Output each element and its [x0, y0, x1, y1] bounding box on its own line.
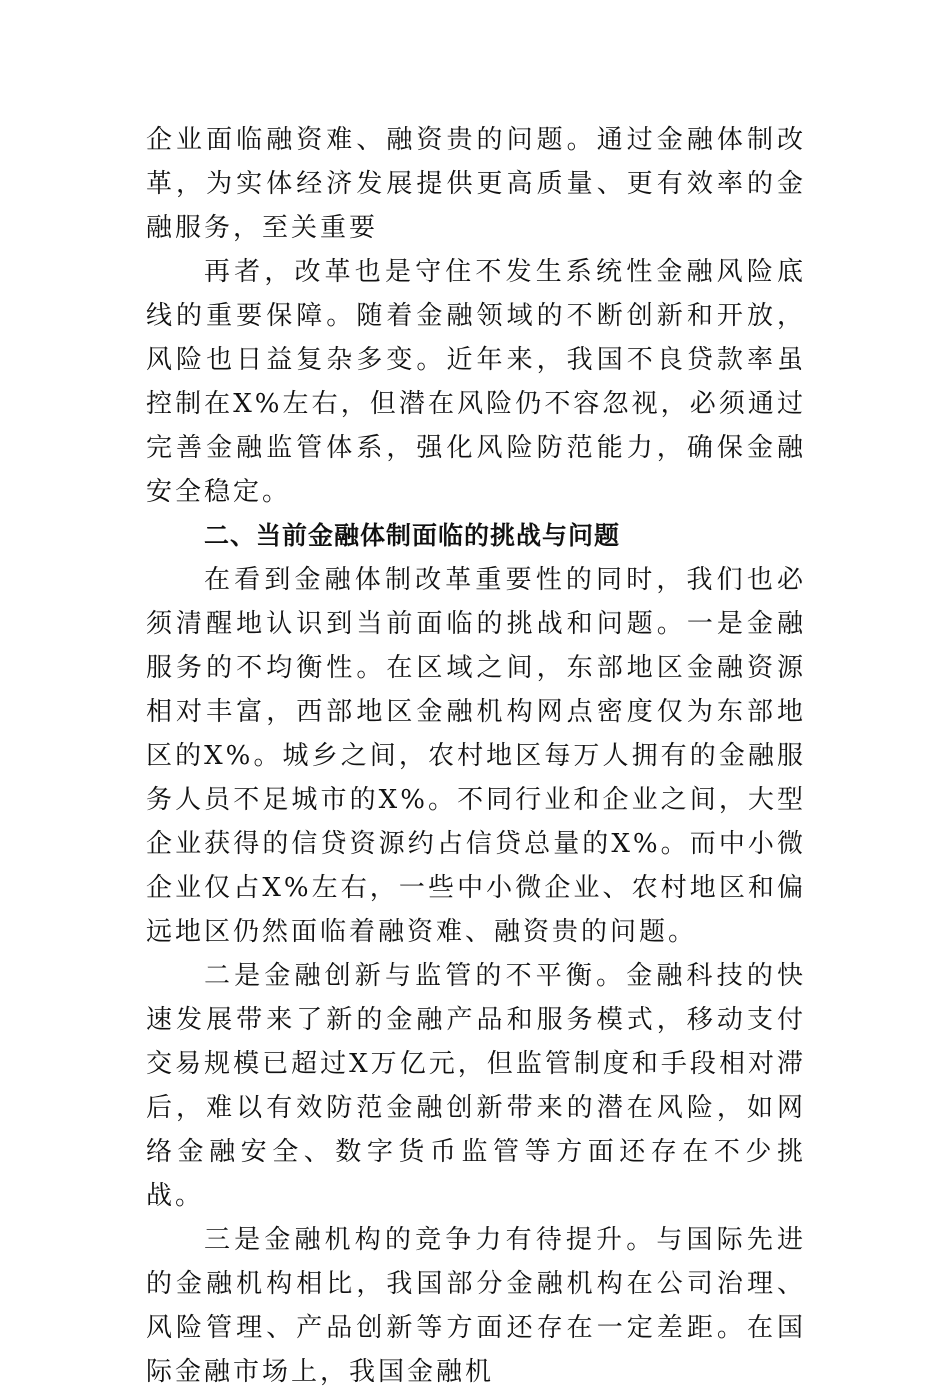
paragraph-risk: 再者，改革也是守住不发生系统性金融风险底线的重要保障。随着金融领域的不断创新和开放，风险也日益复杂多变。近年来，我国不良贷款率虽控制在X%左右，但潜在风险仍不容忽视，必须通过完善金融监管体系，强化风险防范能力，确保金融安全稳定。 — [146, 257, 806, 507]
paragraph-continuation: 企业面临融资难、融资贵的问题。通过金融体制改革，为实体经济发展提供更高质量、更有效率的金融服务，至关重要 — [146, 125, 806, 243]
section-heading: 二、当前金融体制面临的挑战与问题 — [204, 521, 621, 550]
paragraph-competitiveness: 三是金融机构的竞争力有待提升。与国际先进的金融机构相比，我国部分金融机构在公司治理、风险管理、产品创新等方面还存在一定差距。在国际金融市场上，我国金融机 — [146, 1225, 806, 1387]
paragraph-imbalance: 在看到金融体制改革重要性的同时，我们也必须清醒地认识到当前面临的挑战和问题。一是金融服务的不均衡性。在区域之间，东部地区金融资源相对丰富，西部地区金融机构网点密度仅为东部地区的X%。城乡之间，农村地区每万人拥有的金融服务人员不足城市的X%。不同行业和企业之间，大型企业获得的信贷资源约占信贷总量的X%。而中小微企业仅占X%左右，一些中小微企业、农村地区和偏远地区仍然面临着融资难、融资贵的问题。 — [146, 565, 806, 947]
paragraph-innovation: 二是金融创新与监管的不平衡。金融科技的快速发展带来了新的金融产品和服务模式，移动支付交易规模已超过X万亿元，但监管制度和手段相对滞后，难以有效防范金融创新带来的潜在风险，如网络金融安全、数字货币监管等方面还存在不少挑战。 — [146, 961, 806, 1211]
document-body — [146, 118, 806, 1394]
